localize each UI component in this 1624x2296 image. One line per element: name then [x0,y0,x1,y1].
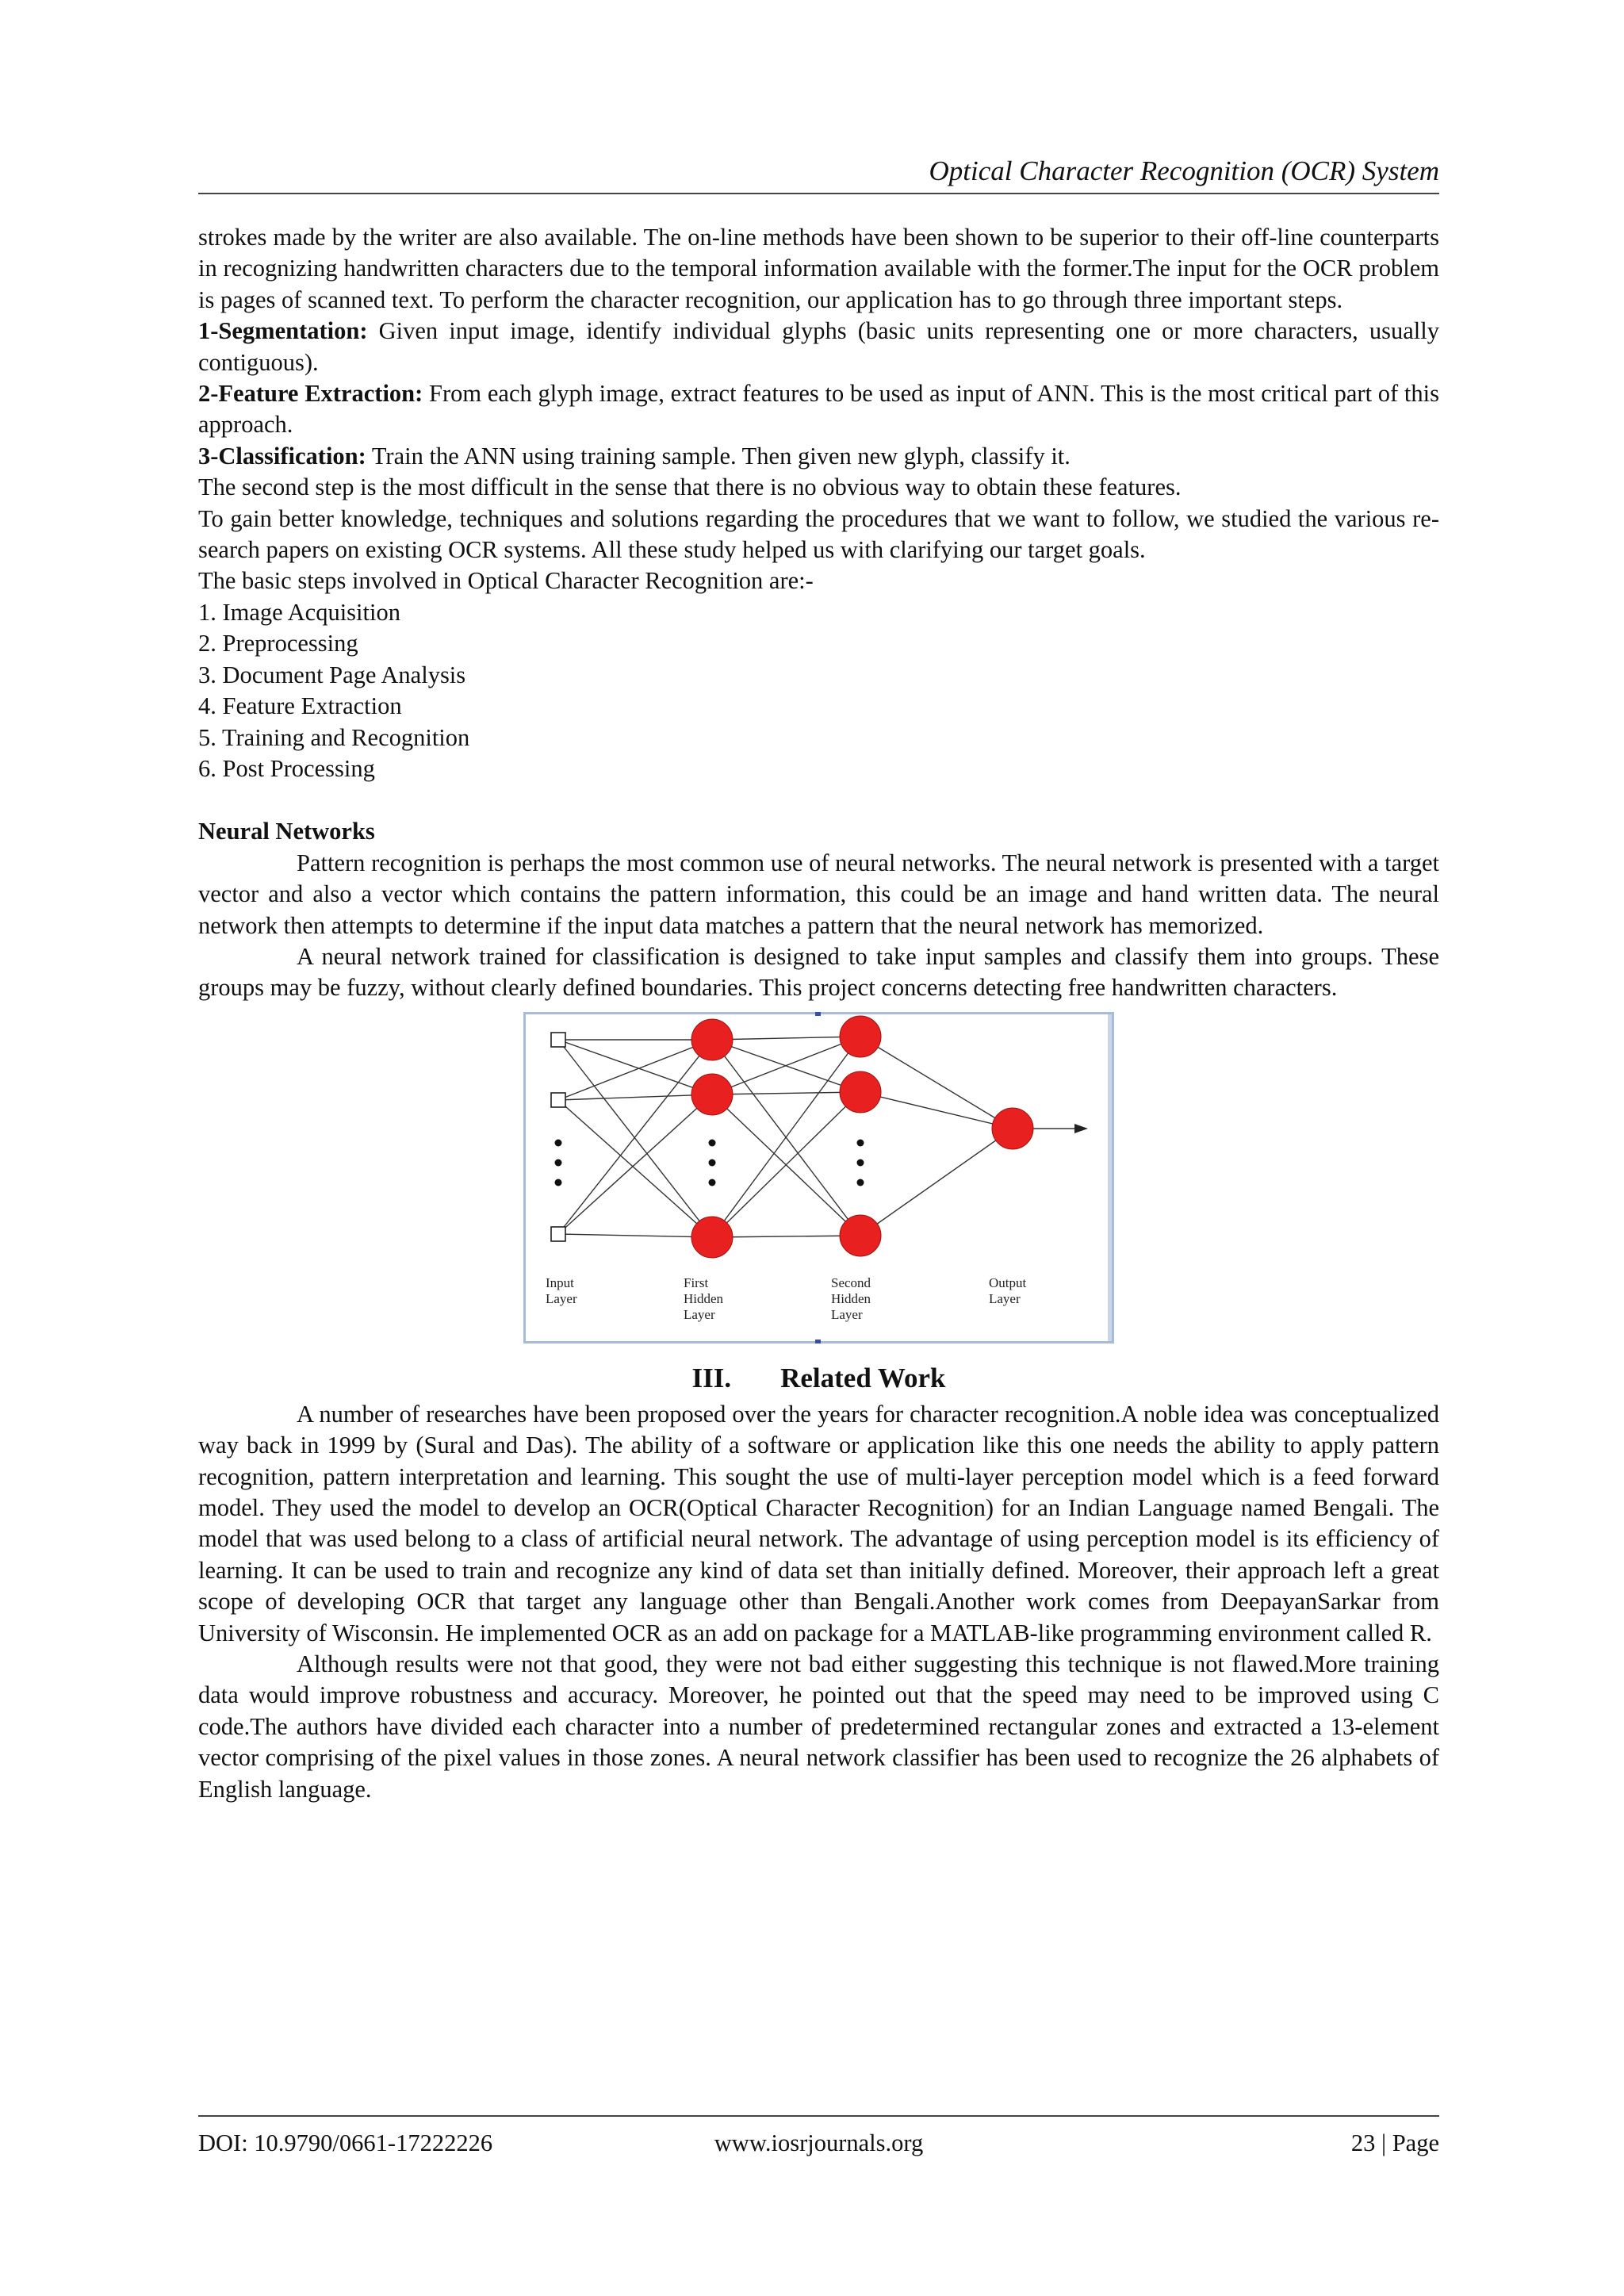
footer-doi: DOI: 10.9790/0661-17222226 [198,2129,493,2156]
ocr-step-item: 1. Image Acquisition [198,598,400,626]
ellipsis-dot [857,1159,864,1166]
hidden1-neuron [691,1217,733,1258]
second-hidden-label-line1: Second [831,1274,871,1290]
output-neuron [992,1108,1033,1149]
hidden2-neuron [840,1215,881,1256]
figure-marker-top [815,1012,821,1016]
figure-marker-bottom [815,1340,821,1343]
figure-frame [525,1013,1113,1342]
hidden2-neuron [840,1071,881,1113]
ocr-step-item: 2. Preprocessing [198,630,358,657]
input-node [551,1227,565,1241]
ocr-step-item: 3. Document Page Analysis [198,661,466,688]
step-segmentation [198,316,1439,378]
step-text: Given input image, identify individual glyphs (basic units representing one or more characters, usually contiguous). [198,317,1439,376]
output-layer-label-line2: Layer [989,1290,1021,1306]
ellipsis-dot [555,1159,562,1166]
footer-website: www.iosrjournals.org [714,2129,924,2156]
page-body [198,222,1439,1805]
input-node [551,1033,565,1047]
input-node [551,1093,565,1107]
neural-network-diagram [523,1012,1114,1343]
ocr-step-item: 4. Feature Extraction [198,692,402,720]
step-label: 1-Segmentation: [198,317,368,345]
ocr-step-item: 5. Training and Recognition [198,723,470,751]
hidden2-neuron [840,1016,881,1057]
section-number: III. [691,1362,732,1393]
hidden1-neuron [691,1019,733,1060]
section-subheading: Neural Networks [198,818,375,845]
first-hidden-label-line1: First [684,1274,709,1290]
first-hidden-label-line3: Layer [684,1306,715,1322]
ellipsis-dot [709,1159,716,1166]
ellipsis-dot [709,1139,716,1146]
ellipsis-dot [857,1139,864,1146]
paragraph: Pattern recognition is perhaps the most common use of neural networks. The neural network is presented with a target vector and also a vector which contains the pattern information, this could be an image and hand written data. The neural network then attempts to determine if the input data matches a pattern that the neural network has memorized. [198,849,1439,939]
output-layer-label-line1: Output [989,1274,1027,1290]
step-classification [198,441,1439,472]
footer-page-number: 23 | Page [1350,2129,1439,2156]
second-hidden-label-line2: Hidden [831,1290,871,1306]
running-head [198,153,1439,194]
ellipsis-dot [857,1179,864,1186]
intro-paragraph: strokes made by the writer are also available. The on-line methods have been shown to be superior to their off-line counterparts in recognizing handwritten characters due to the temporal information available with the former.The input for the OCR problem is pages of scanned text. To perform the character recognition, our application has to go through three important steps. [198,224,1439,313]
paragraph: A neural network trained for classification is designed to take input samples and classify them into groups. These groups may be fuzzy, without clearly defined boundaries. This project concerns detecting free handwritten characters. [198,942,1439,1002]
paragraph: A number of researches have been proposed over the years for character recognition.A noble idea was conceptualized way back in 1999 by (Sural and Das). The ability of a software or application like this one needs the ability to apply pattern recognition, pattern interpretation and learning. This sought the use of multi-layer perception model which is a feed forward model. They used the model to develop an OCR(Optical Character Recognition) for an Indian Language named Bengali. The model that was used belong to a class of artificial neural network. The advantage of using perception model is its efficiency of learning. It can be used to train and recognize any kind of data set than initially defined. Moreover, their approach left a great scope of developing OCR that target any language other than Bengali.Another work comes from DeepayanSarkar from University of Wisconsin. He implemented OCR as an add on package for a MATLAB-like programming environment called R. [198,1400,1439,1646]
ellipsis-dot [555,1139,562,1146]
running-title: Optical Character Recognition (OCR) System [929,155,1439,186]
step-feature-extraction [198,378,1439,441]
second-hidden-label-line3: Layer [831,1306,863,1322]
ellipsis-dot [555,1179,562,1186]
figure-frame-shadow [1108,1014,1112,1341]
section-heading [198,1361,1439,1396]
step-label: 3-Classification: [198,442,366,470]
section-title: Related Work [780,1362,946,1393]
paragraph: Although results were not that good, they were not bad either suggesting this technique is not flawed.More training data would improve robustness and accuracy. Moreover, he pointed out that the speed may need to be improved using C code.The authors have divided each character into a number of predetermined rectangular zones and extracted a 13-element vector comprising of the pixel values in those zones. A neural network classifier has been used to recognize the 26 alphabets of English language. [198,1650,1439,1803]
step-label: 2-Feature Extraction: [198,380,423,408]
input-layer-label-line2: Layer [546,1290,577,1306]
neural-network-figure [523,1012,1114,1343]
input-layer-label-line1: Input [546,1274,574,1290]
first-hidden-label-line2: Hidden [684,1290,724,1306]
ocr-step-item: 6. Post Processing [198,754,375,782]
paragraph: To gain better knowledge, techniques and solutions regarding the procedures that we want to follow, we studied the various re-search papers on existing OCR systems. All these study helped us with clarifying our target goals. [198,504,1439,564]
page-footer [198,2115,1439,2156]
step-text: Train the ANN using training sample. Then given new glyph, classify it. [366,442,1071,470]
step-text: From each glyph image, extract features to be used as input of ANN. This is the most critical part of this approach. [198,380,1440,439]
hidden1-neuron [691,1074,733,1115]
paragraph: The basic steps involved in Optical Character Recognition are:- [198,567,814,595]
ellipsis-dot [709,1179,716,1186]
paragraph: The second step is the most difficult in the sense that there is no obvious way to obtain these features. [198,473,1182,501]
